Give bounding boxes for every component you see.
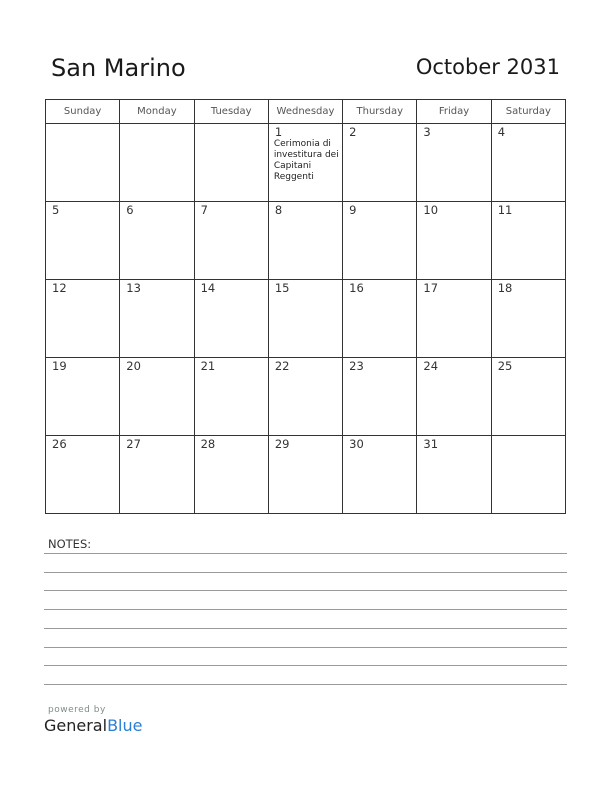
note-line [44,684,567,685]
day-cell [268,124,342,202]
day-cell [268,358,342,436]
day-cell [491,280,565,358]
day-cell [417,358,491,436]
week-row [46,202,566,280]
brand-general: General [44,716,108,735]
empty-day-cell [46,124,120,202]
day-number: 26 [52,437,67,451]
day-cell [417,202,491,280]
day-number: 7 [200,203,208,217]
week-row [46,358,566,436]
day-cell [417,124,491,202]
week-row [46,280,566,358]
day-cell [491,358,565,436]
day-number: 30 [349,437,364,451]
day-cell [417,280,491,358]
week-row [46,436,566,514]
day-cell [46,202,120,280]
day-number: 27 [126,437,141,451]
day-number: 29 [274,437,290,451]
day-cell [194,436,268,514]
day-cell [120,202,194,280]
day-cell [194,202,268,280]
weekday-thursday: Thursday [343,100,417,124]
weekday-friday: Friday [417,100,491,124]
day-number: 1 [274,125,283,139]
weekday-sunday: Sunday [46,100,120,124]
calendar-body [46,124,566,514]
weekday-tuesday: Tuesday [194,100,268,124]
weekday-saturday: Saturday [491,100,565,124]
month-year-title: October 2031 [415,55,560,79]
weekday-header-row [46,100,566,124]
day-number: 25 [497,359,513,373]
day-number: 10 [423,203,439,217]
day-number: 8 [274,203,283,217]
day-cell [417,436,491,514]
day-cell [194,280,268,358]
day-cell [343,358,417,436]
day-number: 16 [349,281,364,295]
day-number: 5 [52,203,60,217]
day-number: 19 [52,359,67,373]
day-cell [343,124,417,202]
day-number: 24 [423,359,439,373]
day-cell [491,124,565,202]
calendar-grid [45,99,566,514]
day-number: 20 [126,359,141,373]
note-line [44,609,567,610]
note-line [44,628,567,629]
day-number: 18 [497,281,513,295]
day-cell [491,202,565,280]
day-cell [120,436,194,514]
note-line [44,647,567,648]
powered-by-text: powered by [48,705,106,715]
day-number: 13 [126,281,141,295]
day-cell [268,436,342,514]
weekday-wednesday: Wednesday [268,100,342,124]
weekday-monday: Monday [120,100,194,124]
day-cell [46,358,120,436]
day-number: 11 [497,203,513,217]
note-line [44,553,567,554]
empty-day-cell [491,436,565,514]
note-line [44,590,567,591]
day-number: 17 [423,281,439,295]
day-number: 9 [349,203,357,217]
day-number: 4 [497,125,506,139]
day-number: 12 [52,281,67,295]
day-number: 23 [349,359,364,373]
day-cell [268,280,342,358]
day-number: 2 [349,125,357,139]
day-cell [46,280,120,358]
note-line [44,572,567,573]
brand-blue: Blue [107,716,143,735]
day-cell [343,280,417,358]
day-cell [120,280,194,358]
day-number: 3 [423,125,431,139]
day-cell [343,202,417,280]
holiday-event: Cerimonia di investitura dei Capitani Reggenti [273,139,339,182]
day-cell [120,358,194,436]
day-cell [268,202,342,280]
note-line [44,665,567,666]
week-row [46,124,566,202]
day-cell [46,436,120,514]
day-number: 14 [200,281,216,295]
day-number: 31 [423,437,439,451]
day-number: 21 [200,359,216,373]
notes-label: NOTES: [48,537,92,551]
day-number: 6 [126,203,134,217]
empty-day-cell [120,124,194,202]
day-number: 22 [274,359,290,373]
day-cell [343,436,417,514]
day-number: 15 [274,281,290,295]
country-title: San Marino [51,54,186,82]
brand-logo[interactable] [44,716,142,735]
day-number: 28 [200,437,216,451]
day-cell [194,358,268,436]
empty-day-cell [194,124,268,202]
